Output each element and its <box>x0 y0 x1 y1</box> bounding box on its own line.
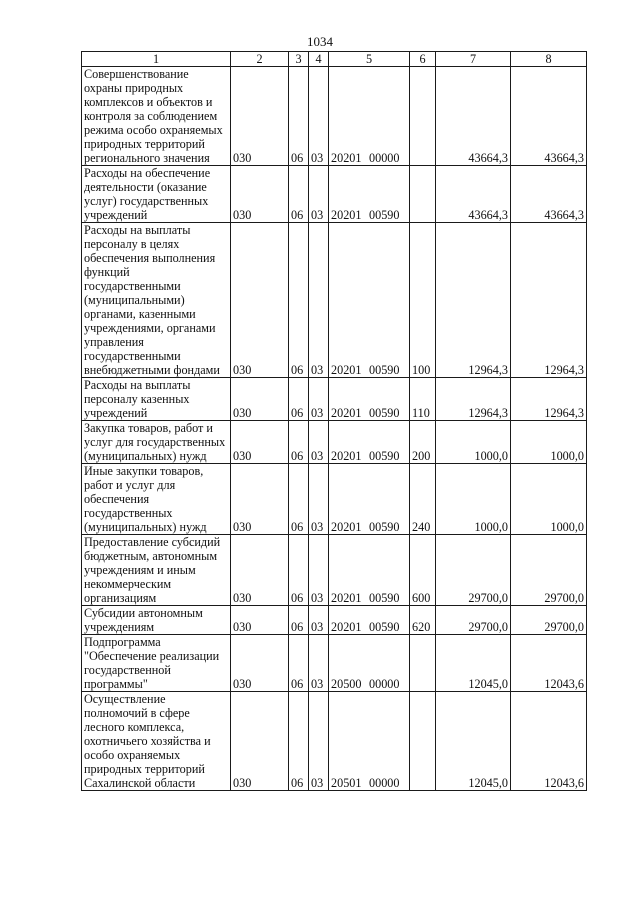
amount-year-1: 43664,3 <box>436 67 511 166</box>
subsection-code: 03 <box>309 378 329 421</box>
expense-type: 600 <box>410 535 436 606</box>
table-row <box>82 606 587 635</box>
expense-type: 100 <box>410 223 436 378</box>
target-article <box>329 378 410 421</box>
target-article <box>329 464 410 535</box>
amount-year-2: 1000,0 <box>511 421 587 464</box>
target-article-direction: 00590 <box>369 591 400 605</box>
target-article-direction: 00590 <box>369 363 400 377</box>
section-code: 06 <box>289 535 309 606</box>
subsection-code: 03 <box>309 421 329 464</box>
subsection-code: 03 <box>309 464 329 535</box>
amount-year-1: 43664,3 <box>436 166 511 223</box>
amount-year-1: 1000,0 <box>436 464 511 535</box>
page-number: 1034 <box>307 34 333 49</box>
subsection-code: 03 <box>309 635 329 692</box>
target-article-direction: 00000 <box>369 776 400 790</box>
target-article <box>329 421 410 464</box>
target-article-program: 20201 <box>331 406 362 420</box>
admin-code: 030 <box>231 378 289 421</box>
row-name: Субсидии автономным учреждениям <box>82 606 231 635</box>
target-article-direction: 00590 <box>369 406 400 420</box>
subsection-code: 03 <box>309 535 329 606</box>
amount-year-1: 12045,0 <box>436 635 511 692</box>
column-header: 3 <box>289 52 309 67</box>
target-article-program: 20201 <box>331 520 362 534</box>
header-row <box>82 52 587 67</box>
section-code: 06 <box>289 166 309 223</box>
row-name: Расходы на выплаты персоналу казенных учреждений <box>82 378 231 421</box>
target-article-direction: 00590 <box>369 449 400 463</box>
column-header: 4 <box>309 52 329 67</box>
admin-code: 030 <box>231 421 289 464</box>
table-row <box>82 67 587 166</box>
row-name: Иные закупки товаров, работ и услуг для обеспечения государственных (муниципальных) нужд <box>82 464 231 535</box>
section-code: 06 <box>289 635 309 692</box>
target-article-direction: 00000 <box>369 151 400 165</box>
target-article-program: 20500 <box>331 677 362 691</box>
column-header: 6 <box>410 52 436 67</box>
expense-type: 110 <box>410 378 436 421</box>
section-code: 06 <box>289 606 309 635</box>
amount-year-2: 43664,3 <box>511 166 587 223</box>
table-row <box>82 464 587 535</box>
amount-year-2: 12043,6 <box>511 692 587 791</box>
amount-year-1: 12964,3 <box>436 223 511 378</box>
column-header: 5 <box>329 52 410 67</box>
target-article-program: 20201 <box>331 363 362 377</box>
expense-type: 240 <box>410 464 436 535</box>
target-article-direction: 00590 <box>369 208 400 222</box>
admin-code: 030 <box>231 635 289 692</box>
row-name: Предоставление субсидий бюджетным, автономным учреждениям и иным некоммерческим организациям <box>82 535 231 606</box>
table-row <box>82 535 587 606</box>
row-name: Закупка товаров, работ и услуг для государственных (муниципальных) нужд <box>82 421 231 464</box>
column-header: 1 <box>82 52 231 67</box>
column-header: 2 <box>231 52 289 67</box>
expense-type <box>410 692 436 791</box>
row-name: Расходы на обеспечение деятельности (оказание услуг) государственных учреждений <box>82 166 231 223</box>
amount-year-1: 1000,0 <box>436 421 511 464</box>
row-name: Совершенствование охраны природных комплексов и объектов и контроля за соблюдением режима особо охраняемых природных территорий регионального значения <box>82 67 231 166</box>
admin-code: 030 <box>231 67 289 166</box>
target-article-program: 20201 <box>331 208 362 222</box>
table-row <box>82 421 587 464</box>
section-code: 06 <box>289 692 309 791</box>
expense-type: 200 <box>410 421 436 464</box>
expense-type: 620 <box>410 606 436 635</box>
table-row <box>82 223 587 378</box>
section-code: 06 <box>289 223 309 378</box>
target-article <box>329 606 410 635</box>
column-header: 7 <box>436 52 511 67</box>
target-article <box>329 692 410 791</box>
budget-table <box>81 51 587 791</box>
admin-code: 030 <box>231 166 289 223</box>
amount-year-1: 29700,0 <box>436 535 511 606</box>
target-article <box>329 166 410 223</box>
target-article-program: 20201 <box>331 620 362 634</box>
subsection-code: 03 <box>309 166 329 223</box>
section-code: 06 <box>289 464 309 535</box>
target-article <box>329 223 410 378</box>
amount-year-2: 43664,3 <box>511 67 587 166</box>
row-name: Осуществление полномочий в сфере лесного комплекса, охотничьего хозяйства и особо охраняемых природных территорий Сахалинской области <box>82 692 231 791</box>
expense-type <box>410 166 436 223</box>
admin-code: 030 <box>231 606 289 635</box>
amount-year-2: 1000,0 <box>511 464 587 535</box>
table-row <box>82 166 587 223</box>
admin-code: 030 <box>231 223 289 378</box>
target-article-program: 20201 <box>331 151 362 165</box>
subsection-code: 03 <box>309 223 329 378</box>
target-article <box>329 67 410 166</box>
amount-year-2: 12964,3 <box>511 378 587 421</box>
target-article-direction: 00590 <box>369 620 400 634</box>
expense-type <box>410 635 436 692</box>
section-code: 06 <box>289 421 309 464</box>
table-row <box>82 378 587 421</box>
target-article-direction: 00590 <box>369 520 400 534</box>
row-name: Подпрограмма "Обеспечение реализации государственной программы" <box>82 635 231 692</box>
amount-year-2: 29700,0 <box>511 535 587 606</box>
admin-code: 030 <box>231 692 289 791</box>
section-code: 06 <box>289 378 309 421</box>
amount-year-2: 12043,6 <box>511 635 587 692</box>
target-article <box>329 535 410 606</box>
subsection-code: 03 <box>309 692 329 791</box>
target-article-direction: 00000 <box>369 677 400 691</box>
amount-year-1: 12045,0 <box>436 692 511 791</box>
target-article-program: 20201 <box>331 591 362 605</box>
table-row <box>82 635 587 692</box>
target-article-program: 20201 <box>331 449 362 463</box>
target-article-program: 20501 <box>331 776 362 790</box>
row-name: Расходы на выплаты персоналу в целях обеспечения выполнения функций государственными (муниципальными) органами, казенными учреждениями, органами управления государственными внебюджетными фондами <box>82 223 231 378</box>
amount-year-1: 29700,0 <box>436 606 511 635</box>
admin-code: 030 <box>231 464 289 535</box>
subsection-code: 03 <box>309 67 329 166</box>
amount-year-2: 12964,3 <box>511 223 587 378</box>
column-header: 8 <box>511 52 587 67</box>
subsection-code: 03 <box>309 606 329 635</box>
section-code: 06 <box>289 67 309 166</box>
amount-year-2: 29700,0 <box>511 606 587 635</box>
amount-year-1: 12964,3 <box>436 378 511 421</box>
table-row <box>82 692 587 791</box>
admin-code: 030 <box>231 535 289 606</box>
expense-type <box>410 67 436 166</box>
target-article <box>329 635 410 692</box>
